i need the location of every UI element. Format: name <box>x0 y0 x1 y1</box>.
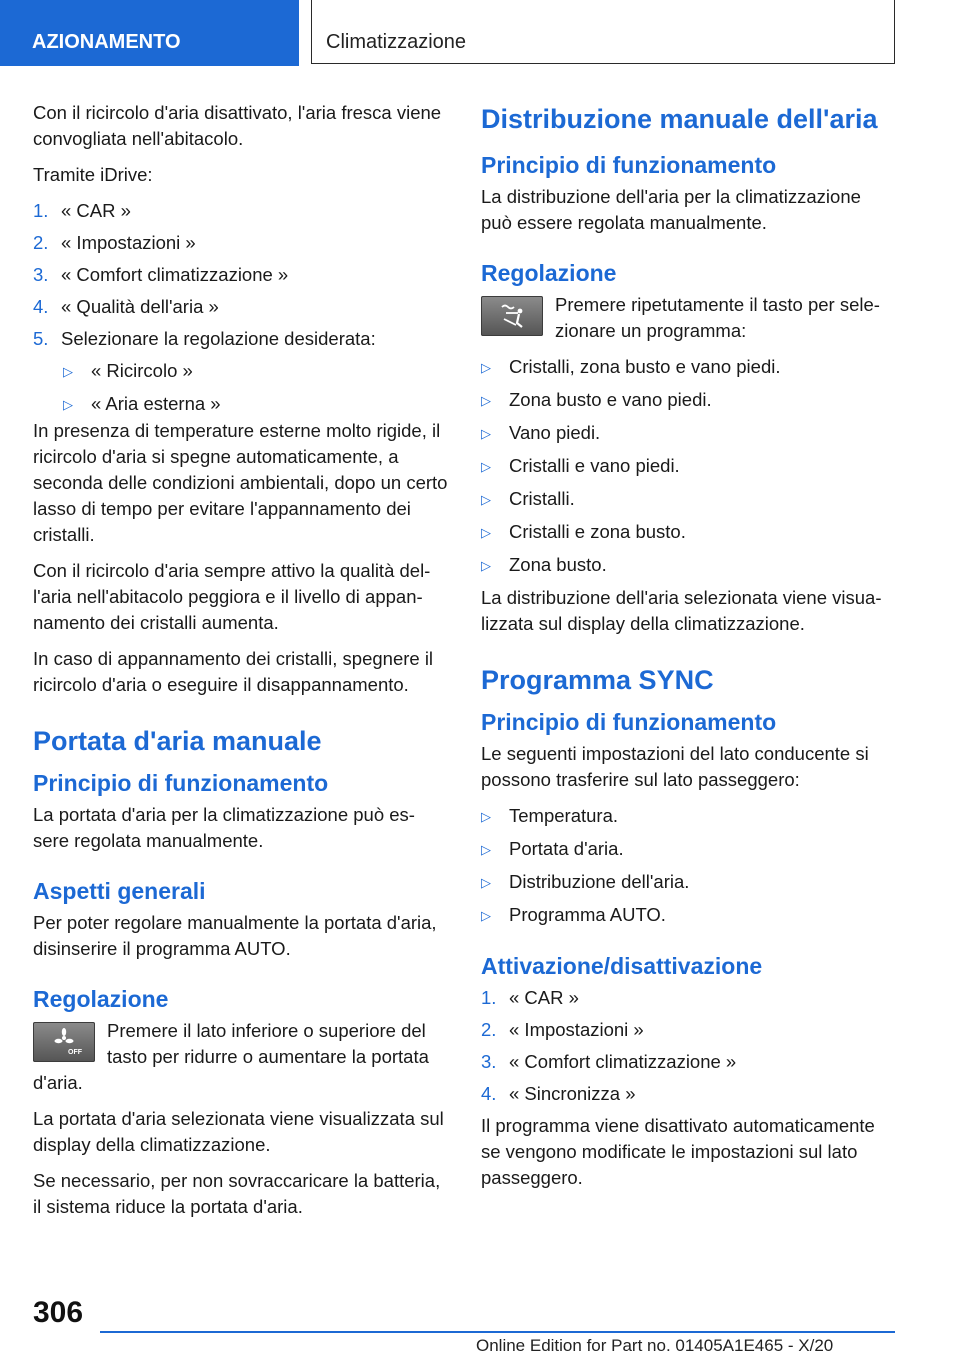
list-item <box>33 391 448 418</box>
heading-portata: Portata d'aria manuale <box>33 726 322 756</box>
body-paragraph: Le seguenti impostazioni del lato conducente si possono trasferire sul lato passeggero: <box>481 743 869 790</box>
body-paragraph: Con il ricircolo d'aria sempre attivo la qualità del- l'aria nell'abitacolo peggiora e il livello di appan- namento dei cristalli aumenta. <box>33 560 431 633</box>
page-number: 306 <box>33 1296 84 1329</box>
step-text: « CAR » <box>509 987 579 1008</box>
list-item <box>481 1081 893 1107</box>
sub-options-list <box>33 358 448 418</box>
regolazione-block <box>481 292 893 344</box>
air-distribution-button-image <box>481 296 543 336</box>
body-paragraph: In caso di appannamento dei cristalli, spegnere il ricircolo d'aria o eseguire il disappannamento. <box>33 648 434 695</box>
subheading-principio: Principio di funzionamento <box>33 770 329 796</box>
body-paragraph: Premere il lato inferiore o superiore del tasto per ridurre o aumentare la portata d'aria. <box>33 1020 429 1093</box>
list-item <box>33 198 448 224</box>
heading-sync: Programma SYNC <box>481 665 714 695</box>
list-item <box>481 420 893 447</box>
section-tab[interactable]: AZIONAMENTO <box>0 0 299 66</box>
list-item <box>481 902 893 929</box>
sync-item-text: Programma AUTO. <box>509 904 666 925</box>
list-item <box>481 836 893 863</box>
subheading-principio-sync: Principio di funzionamento <box>481 709 777 735</box>
sync-items-list <box>481 803 893 929</box>
subheading-aspetti: Aspetti generali <box>33 878 206 904</box>
step-number: 3. <box>33 264 49 285</box>
program-text: Cristalli e zona busto. <box>509 521 686 542</box>
off-label: OFF <box>68 1049 82 1056</box>
list-item <box>481 486 893 513</box>
triangle-bullet-icon: ▷ <box>481 360 491 375</box>
step-number: 4. <box>33 296 49 317</box>
triangle-bullet-icon: ▷ <box>63 397 73 412</box>
list-item <box>481 354 893 381</box>
list-item <box>481 552 893 579</box>
left-column <box>33 100 448 1230</box>
triangle-bullet-icon: ▷ <box>481 492 491 507</box>
step-text: « Comfort climatizzazione » <box>61 264 289 285</box>
program-text: Vano piedi. <box>509 422 601 443</box>
triangle-bullet-icon: ▷ <box>481 426 491 441</box>
triangle-bullet-icon: ▷ <box>481 459 491 474</box>
idrive-label: Tramite iDrive: <box>33 164 153 185</box>
list-item <box>481 1049 893 1075</box>
list-item <box>481 387 893 414</box>
option-text: « Ricircolo » <box>91 360 193 381</box>
page-header <box>0 0 960 66</box>
step-number: 5. <box>33 328 49 349</box>
step-number: 4. <box>481 1083 497 1104</box>
edition-note: Online Edition for Part no. 01405A1E465 - X/20 <box>476 1336 834 1355</box>
right-column <box>481 100 893 1201</box>
list-item <box>33 358 448 385</box>
regolazione-block <box>33 1018 448 1096</box>
step-number: 1. <box>481 987 497 1008</box>
sync-item-text: Temperatura. <box>509 805 618 826</box>
step-number: 2. <box>33 232 49 253</box>
list-item <box>481 985 893 1011</box>
step-text: « CAR » <box>61 200 131 221</box>
step-text: « Impostazioni » <box>509 1019 644 1040</box>
body-paragraph: Se necessario, per non sovraccaricare la batteria, il sistema riduce la portata d'aria. <box>33 1170 441 1217</box>
list-item <box>481 803 893 830</box>
program-text: Cristalli. <box>509 488 575 509</box>
step-text: « Sincronizza » <box>509 1083 636 1104</box>
program-text: Zona busto e vano piedi. <box>509 389 712 410</box>
list-item <box>481 1017 893 1043</box>
fan-off-button-image <box>33 1022 95 1062</box>
step-number: 3. <box>481 1051 497 1072</box>
programs-list <box>481 354 893 579</box>
body-paragraph: La distribuzione dell'aria selezionata viene visua- lizzata sul display della climatizzazione. <box>481 587 882 634</box>
step-text: Selezionare la regolazione desiderata: <box>61 328 376 349</box>
triangle-bullet-icon: ▷ <box>481 809 491 824</box>
fan-icon <box>44 1027 84 1057</box>
step-text: « Comfort climatizzazione » <box>509 1051 737 1072</box>
program-text: Zona busto. <box>509 554 607 575</box>
list-item <box>481 869 893 896</box>
triangle-bullet-icon: ▷ <box>481 558 491 573</box>
program-text: Cristalli e vano piedi. <box>509 455 680 476</box>
program-text: Cristalli, zona busto e vano piedi. <box>509 356 781 377</box>
sync-steps <box>481 985 893 1107</box>
list-item <box>481 453 893 480</box>
step-text: « Impostazioni » <box>61 232 196 253</box>
sync-item-text: Distribuzione dell'aria. <box>509 871 690 892</box>
idrive-steps <box>33 198 448 352</box>
footer-divider <box>100 1331 895 1333</box>
body-paragraph: Per poter regolare manualmente la portata d'aria, disinserire il programma AUTO. <box>33 912 437 959</box>
heading-distribuzione: Distribuzione manuale dell'aria <box>481 104 878 134</box>
list-item <box>33 262 448 288</box>
subheading-regolazione: Regolazione <box>481 260 617 286</box>
list-item <box>481 519 893 546</box>
air-distribution-icon <box>492 301 532 331</box>
body-paragraph: La distribuzione dell'aria per la climatizzazione può essere regolata manualmente. <box>481 186 861 233</box>
body-paragraph: Il programma viene disattivato automaticamente se vengono modificate le impostazioni sul lato passeggero. <box>481 1115 875 1188</box>
body-paragraph: Premere ripetutamente il tasto per sele- zionare un programma: <box>555 294 880 341</box>
sync-item-text: Portata d'aria. <box>509 838 624 859</box>
triangle-bullet-icon: ▷ <box>481 393 491 408</box>
triangle-bullet-icon: ▷ <box>481 875 491 890</box>
triangle-bullet-icon: ▷ <box>481 842 491 857</box>
list-item <box>33 294 448 320</box>
subheading-regolazione: Regolazione <box>33 986 169 1012</box>
intro-paragraph: Con il ricircolo d'aria disattivato, l'aria fresca viene convogliata nell'abitacolo. <box>33 102 442 149</box>
triangle-bullet-icon: ▷ <box>481 908 491 923</box>
body-paragraph: La portata d'aria per la climatizzazione può es- sere regolata manualmente. <box>33 804 415 851</box>
step-text: « Qualità dell'aria » <box>61 296 219 317</box>
body-paragraph: In presenza di temperature esterne molto rigide, il ricircolo d'aria si spegne automaticamente, a seconda delle condizioni ambientali, dopo un certo lasso di tempo per evitare l'appannamento dei cristalli. <box>33 420 448 545</box>
triangle-bullet-icon: ▷ <box>63 364 73 379</box>
subheading-principio: Principio di funzionamento <box>481 152 777 178</box>
step-number: 1. <box>33 200 49 221</box>
list-item <box>33 230 448 256</box>
triangle-bullet-icon: ▷ <box>481 525 491 540</box>
list-item <box>33 326 448 352</box>
body-paragraph: La portata d'aria selezionata viene visualizzata sul display della climatizzazione. <box>33 1108 444 1155</box>
step-number: 2. <box>481 1019 497 1040</box>
option-text: « Aria esterna » <box>91 393 221 414</box>
chapter-tab[interactable]: Climatizzazione <box>311 0 895 64</box>
subheading-attivazione: Attivazione/disattivazione <box>481 953 763 979</box>
